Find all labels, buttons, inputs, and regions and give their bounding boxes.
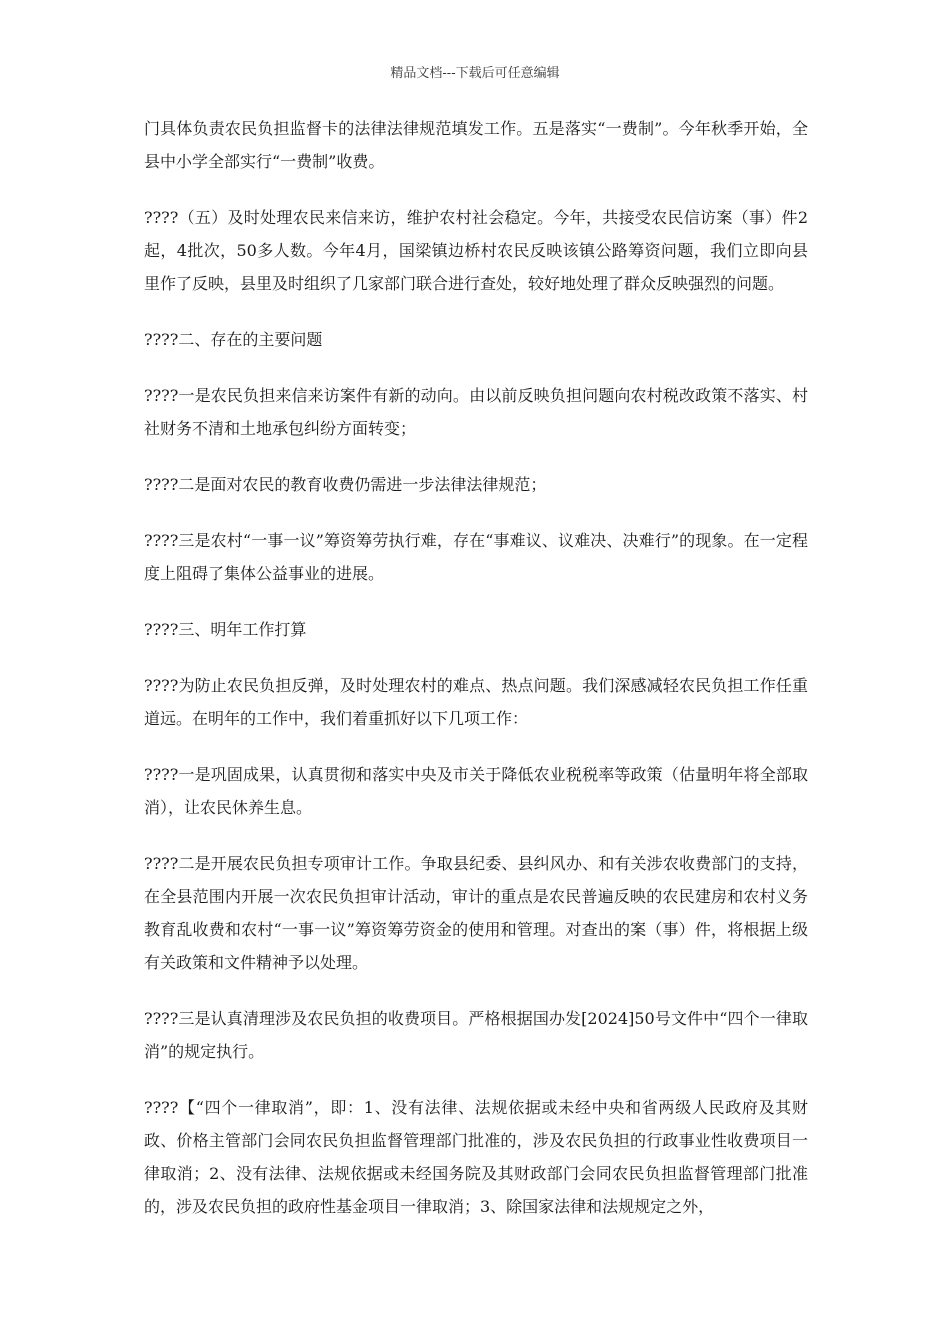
paragraph-1: 门具体负责农民负担监督卡的法律法律规范填发工作。五是落实“一费制”。今年秋季开始，全县中小学全部实行“一费制”收费。 (144, 119, 808, 171)
paragraph-10: ????【“四个一律取消”，即：1、没有法律、法规依据或未经中央和省两级人民政府及其财政、价格主管部门会同农民负担监督管理部门批准的，涉及农民负担的行政事业性收费项目一律取消；2、没有法律、法规依据或未经国务院及其财政部门会同农民负担监督管理部门批准的，涉及农民负担的政府性基金项目一律取消；3、除国家法律和法规规定之外， (144, 1098, 808, 1216)
page-header: 精品文档---下载后可任意编辑 (390, 66, 560, 81)
paragraph-3: ????一是农民负担来信来访案件有新的动向。由以前反映负担问题向农村税改政策不落实、村社财务不清和土地承包纠纷方面转变； (144, 386, 808, 438)
paragraph-9: ????三是认真清理涉及农民负担的收费项目。严格根据国办发[2024]50号文件中“四个一律取消”的规定执行。 (144, 1009, 808, 1061)
paragraph-5: ????三是农村“一事一议”筹资筹劳执行难，存在“事难议、议难决、决难行”的现象。在一定程度上阻碍了集体公益事业的进展。 (144, 531, 808, 583)
section-heading-problems: ????二、存在的主要问题 (144, 330, 323, 349)
paragraph-6: ????为防止农民负担反弹，及时处理农村的难点、热点问题。我们深感减轻农民负担工作任重道远。在明年的工作中，我们着重抓好以下几项工作： (144, 676, 808, 728)
section-heading-plans: ????三、明年工作打算 (144, 620, 307, 639)
paragraph-8: ????二是开展农民负担专项审计工作。争取县纪委、县纠风办、和有关涉农收费部门的支持，在全县范围内开展一次农民负担审计活动，审计的重点是农民普遍反映的农民建房和农村义务教育乱收费和农村“一事一议”筹资筹劳资金的使用和管理。对查出的案（事）件，将根据上级有关政策和文件精神予以处理。 (144, 854, 808, 972)
paragraph-4: ????二是面对农民的教育收费仍需进一步法律法律规范； (144, 475, 547, 494)
paragraph-7: ????一是巩固成果，认真贯彻和落实中央及市关于降低农业税税率等政策（估量明年将全部取消），让农民休养生息。 (144, 765, 808, 817)
document-body (144, 112, 808, 1246)
paragraph-2: ????（五）及时处理农民来信来访，维护农村社会稳定。今年，共接受农民信访案（事）件2起，4批次，50多人数。今年4月，国梁镇边桥村农民反映该镇公路筹资问题，我们立即向县里作了反映，县里及时组织了几家部门联合进行查处，较好地处理了群众反映强烈的问题。 (144, 208, 808, 293)
